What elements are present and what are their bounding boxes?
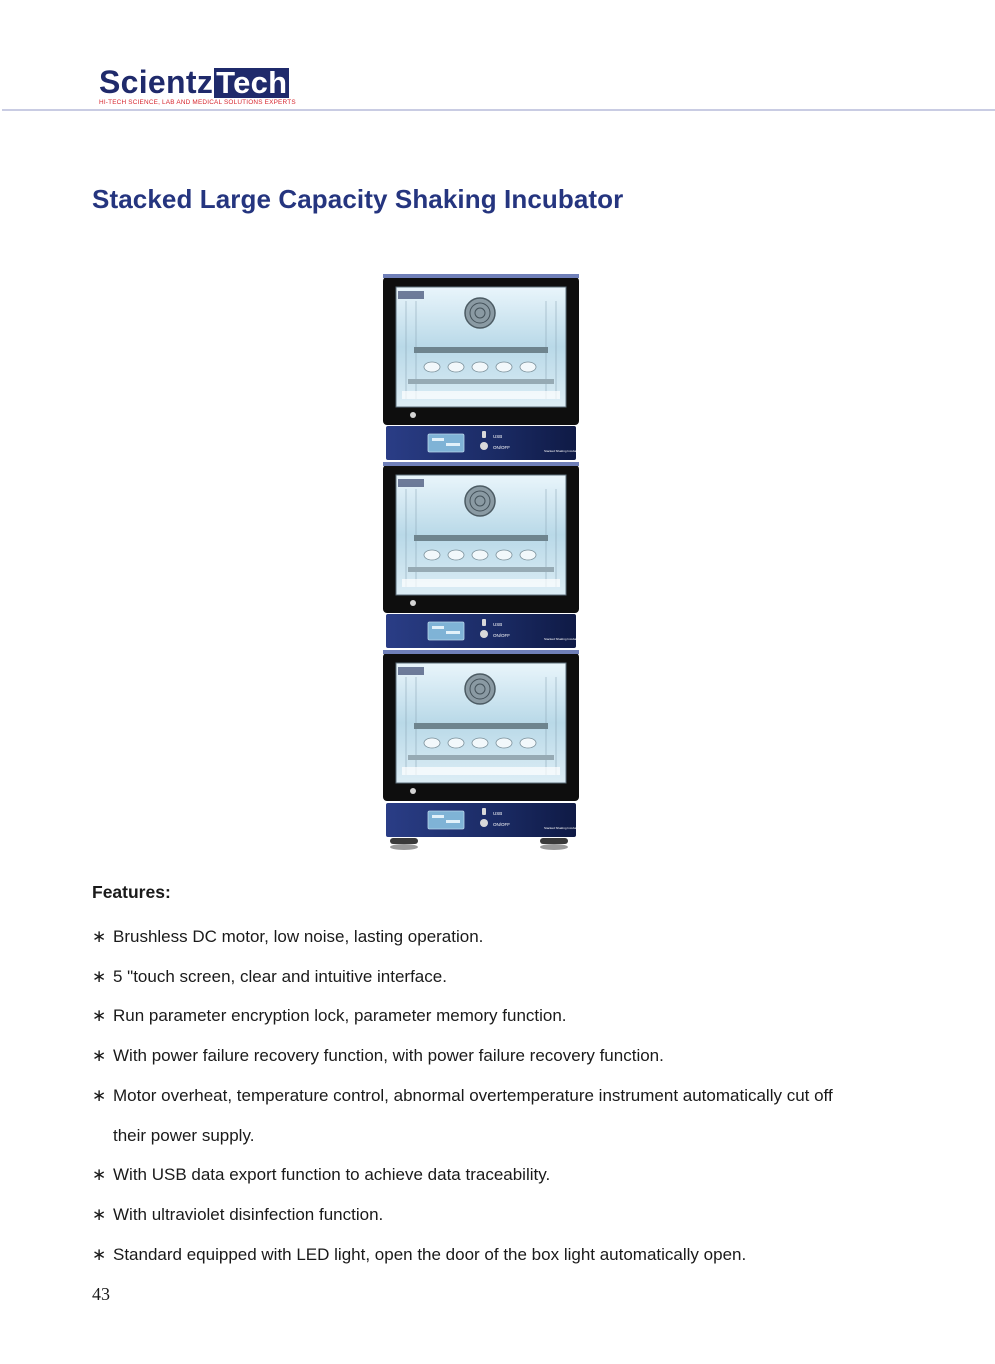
feature-item <box>92 1155 912 1195</box>
logo-text-tech: Tech <box>216 65 288 100</box>
features-heading: Features: <box>92 882 171 902</box>
bullet-marker: ∗ <box>92 1006 107 1026</box>
feature-text: Standard equipped with LED light, open the door of the box light automatically open. <box>113 1244 747 1264</box>
incubator-product-image <box>380 271 584 855</box>
bullet-marker: ∗ <box>92 966 107 986</box>
feature-item <box>92 1235 912 1275</box>
feature-text: With USB data export function to achieve data traceability. <box>113 1165 551 1185</box>
company-logo <box>99 66 296 106</box>
page-number: 43 <box>92 1284 110 1304</box>
bullet-marker: ∗ <box>92 1085 107 1105</box>
feature-text: Motor overheat, temperature control, abnormal overtemperature instrument automatically cut off their power supply. <box>113 1085 833 1145</box>
feature-item <box>92 917 912 957</box>
feature-item <box>92 1076 912 1155</box>
feature-item <box>92 957 912 997</box>
feature-item <box>92 1195 912 1235</box>
header-divider <box>2 109 995 111</box>
bullet-marker: ∗ <box>92 1046 107 1066</box>
bullet-marker: ∗ <box>92 1244 107 1264</box>
bullet-marker: ∗ <box>92 1165 107 1185</box>
feature-text: With ultraviolet disinfection function. <box>113 1204 384 1224</box>
feature-text: Brushless DC motor, low noise, lasting operation. <box>113 927 484 946</box>
feature-item <box>92 996 912 1036</box>
feature-item <box>92 1036 912 1076</box>
feature-text: 5 "touch screen, clear and intuitive interface. <box>113 966 447 986</box>
bullet-marker: ∗ <box>92 927 107 946</box>
feature-text: With power failure recovery function, with power failure recovery function. <box>113 1046 664 1066</box>
feature-text: Run parameter encryption lock, parameter memory function. <box>113 1006 567 1026</box>
page-title: Stacked Large Capacity Shaking Incubator <box>92 184 624 214</box>
features-list <box>92 917 912 1274</box>
bullet-marker: ∗ <box>92 1204 107 1224</box>
logo-text-scientz: Scientz <box>99 64 214 100</box>
logo-tagline: HI-TECH SCIENCE, LAB AND MEDICAL SOLUTIONS EXPERTS <box>99 99 296 106</box>
